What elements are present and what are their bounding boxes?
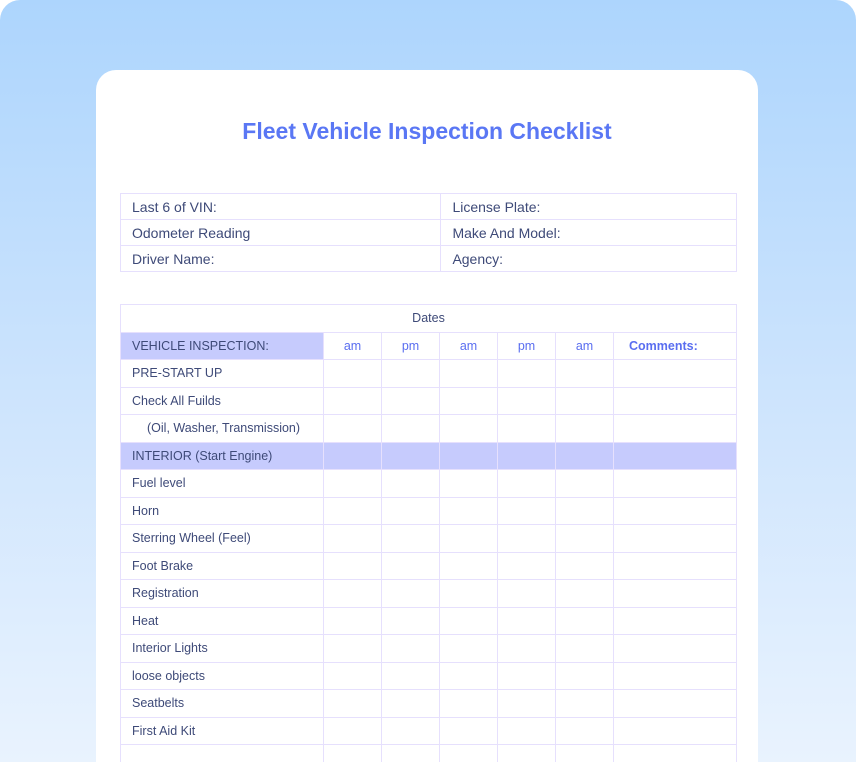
comment-cell[interactable] [614, 552, 737, 580]
table-row [121, 690, 737, 718]
check-cell[interactable] [498, 717, 556, 745]
check-cell[interactable] [324, 525, 382, 553]
check-cell[interactable] [440, 607, 498, 635]
check-cell[interactable] [324, 387, 382, 415]
info-row [121, 246, 737, 272]
row-label: (Oil, Washer, Transmission) [121, 415, 324, 443]
comment-cell[interactable] [614, 360, 737, 388]
comment-cell[interactable] [614, 387, 737, 415]
col-header: am [324, 332, 382, 360]
row-label: Check All Fuilds [121, 387, 324, 415]
inspection-table [120, 304, 737, 762]
check-cell[interactable] [556, 552, 614, 580]
comment-cell[interactable] [614, 580, 737, 608]
comment-cell[interactable] [614, 415, 737, 443]
check-cell[interactable] [498, 690, 556, 718]
check-cell[interactable] [556, 635, 614, 663]
license-plate-field[interactable]: License Plate: [441, 194, 737, 220]
comment-cell[interactable] [614, 690, 737, 718]
check-cell[interactable] [556, 607, 614, 635]
header-row [121, 332, 737, 360]
check-cell[interactable] [498, 497, 556, 525]
dates-row [121, 305, 737, 333]
table-row [121, 745, 737, 762]
check-cell[interactable] [498, 470, 556, 498]
check-cell[interactable] [324, 690, 382, 718]
check-cell[interactable] [382, 690, 440, 718]
check-cell[interactable] [324, 552, 382, 580]
check-cell[interactable] [440, 442, 498, 470]
info-row [121, 220, 737, 246]
check-cell[interactable] [382, 442, 440, 470]
table-row [121, 470, 737, 498]
check-cell[interactable] [556, 690, 614, 718]
check-cell[interactable] [382, 360, 440, 388]
dates-label: Dates [121, 305, 737, 333]
table-row [121, 497, 737, 525]
check-cell[interactable] [498, 360, 556, 388]
check-cell[interactable] [382, 525, 440, 553]
check-cell[interactable] [382, 745, 440, 762]
check-cell[interactable] [324, 470, 382, 498]
row-label [121, 745, 324, 762]
check-cell[interactable] [498, 607, 556, 635]
table-row [121, 635, 737, 663]
vehicle-inspection-header: VEHICLE INSPECTION: [121, 332, 324, 360]
check-cell[interactable] [324, 635, 382, 663]
check-cell[interactable] [440, 690, 498, 718]
check-cell[interactable] [498, 745, 556, 762]
row-label: First Aid Kit [121, 717, 324, 745]
table-row [121, 580, 737, 608]
table-row [121, 525, 737, 553]
check-cell[interactable] [324, 745, 382, 762]
table-row [121, 442, 737, 470]
check-cell[interactable] [498, 552, 556, 580]
check-cell[interactable] [498, 662, 556, 690]
check-cell[interactable] [440, 360, 498, 388]
vehicle-info-table [120, 193, 737, 272]
col-header: am [440, 332, 498, 360]
check-cell[interactable] [382, 717, 440, 745]
row-label: Fuel level [121, 470, 324, 498]
table-row [121, 387, 737, 415]
check-cell[interactable] [324, 415, 382, 443]
check-cell[interactable] [440, 470, 498, 498]
check-cell[interactable] [324, 580, 382, 608]
table-row [121, 552, 737, 580]
check-cell[interactable] [498, 442, 556, 470]
check-cell[interactable] [556, 662, 614, 690]
odometer-field[interactable]: Odometer Reading [121, 220, 441, 246]
comment-cell[interactable] [614, 442, 737, 470]
make-model-field[interactable]: Make And Model: [441, 220, 737, 246]
check-cell[interactable] [440, 662, 498, 690]
check-cell[interactable] [556, 415, 614, 443]
table-row [121, 662, 737, 690]
row-label: Sterring Wheel (Feel) [121, 525, 324, 553]
info-row [121, 194, 737, 220]
check-cell[interactable] [556, 717, 614, 745]
table-row [121, 360, 737, 388]
check-cell[interactable] [556, 580, 614, 608]
check-cell[interactable] [498, 387, 556, 415]
driver-name-field[interactable]: Driver Name: [121, 246, 441, 272]
check-cell[interactable] [498, 415, 556, 443]
check-cell[interactable] [556, 525, 614, 553]
check-cell[interactable] [440, 745, 498, 762]
check-cell[interactable] [324, 360, 382, 388]
vin-field[interactable]: Last 6 of VIN: [121, 194, 441, 220]
check-cell[interactable] [440, 497, 498, 525]
check-cell[interactable] [556, 497, 614, 525]
check-cell[interactable] [498, 635, 556, 663]
check-cell[interactable] [556, 360, 614, 388]
check-cell[interactable] [324, 717, 382, 745]
check-cell[interactable] [382, 662, 440, 690]
page-title: Fleet Vehicle Inspection Checklist [242, 118, 612, 144]
row-label: Interior Lights [121, 635, 324, 663]
checklist-card [96, 70, 758, 762]
check-cell[interactable] [440, 717, 498, 745]
check-cell[interactable] [556, 470, 614, 498]
comment-cell[interactable] [614, 717, 737, 745]
comment-cell[interactable] [614, 497, 737, 525]
table-row [121, 717, 737, 745]
comment-cell[interactable] [614, 607, 737, 635]
table-row [121, 607, 737, 635]
row-label: Horn [121, 497, 324, 525]
col-header: pm [382, 332, 440, 360]
col-header: am [556, 332, 614, 360]
check-cell[interactable] [440, 635, 498, 663]
check-cell[interactable] [440, 415, 498, 443]
check-cell[interactable] [324, 662, 382, 690]
row-label: INTERIOR (Start Engine) [121, 442, 324, 470]
check-cell[interactable] [440, 552, 498, 580]
check-cell[interactable] [382, 580, 440, 608]
check-cell[interactable] [382, 470, 440, 498]
check-cell[interactable] [324, 497, 382, 525]
check-cell[interactable] [556, 387, 614, 415]
check-cell[interactable] [440, 580, 498, 608]
comment-cell[interactable] [614, 635, 737, 663]
check-cell[interactable] [382, 497, 440, 525]
agency-field[interactable]: Agency: [441, 246, 737, 272]
check-cell[interactable] [382, 387, 440, 415]
check-cell[interactable] [382, 552, 440, 580]
check-cell[interactable] [324, 442, 382, 470]
comment-cell[interactable] [614, 470, 737, 498]
row-label: PRE-START UP [121, 360, 324, 388]
comment-cell[interactable] [614, 662, 737, 690]
check-cell[interactable] [556, 442, 614, 470]
row-label: loose objects [121, 662, 324, 690]
check-cell[interactable] [440, 525, 498, 553]
check-cell[interactable] [498, 580, 556, 608]
col-header: pm [498, 332, 556, 360]
check-cell[interactable] [556, 745, 614, 762]
check-cell[interactable] [440, 387, 498, 415]
check-cell[interactable] [382, 607, 440, 635]
check-cell[interactable] [382, 415, 440, 443]
check-cell[interactable] [324, 607, 382, 635]
comments-header: Comments: [614, 332, 737, 360]
row-label: Registration [121, 580, 324, 608]
comment-cell[interactable] [614, 525, 737, 553]
table-row [121, 415, 737, 443]
check-cell[interactable] [498, 525, 556, 553]
comment-cell[interactable] [614, 745, 737, 762]
check-cell[interactable] [382, 635, 440, 663]
row-label: Foot Brake [121, 552, 324, 580]
row-label: Seatbelts [121, 690, 324, 718]
row-label: Heat [121, 607, 324, 635]
